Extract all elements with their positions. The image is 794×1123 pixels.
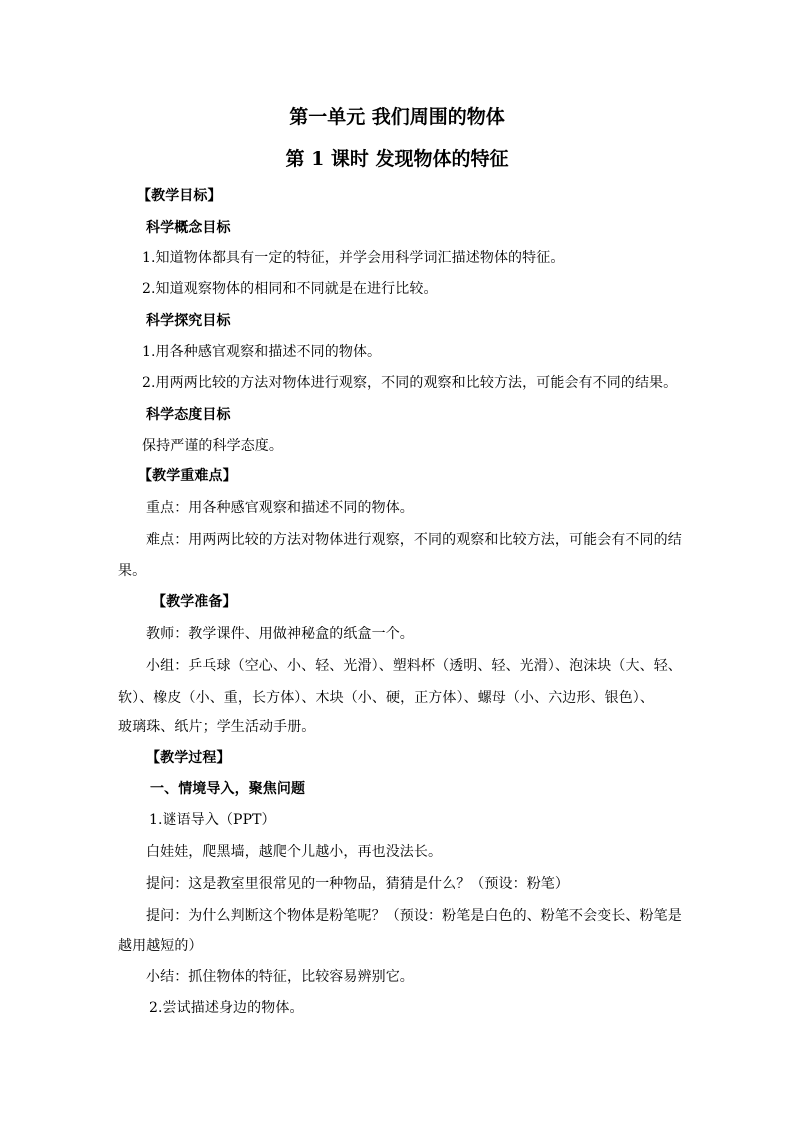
attitude-objectives-heading: 科学态度目标 — [146, 407, 231, 423]
process-step: 1.谜语导入（PPT） — [149, 812, 276, 828]
unit-title: 第一单元 我们周围的物体 — [289, 106, 505, 128]
group-preparation-line: 玻璃珠、纸片；学生活动手册。 — [118, 719, 316, 735]
concept-objectives-heading: 科学概念目标 — [146, 220, 231, 236]
objectives-heading: 【教学目标】 — [137, 188, 222, 204]
process-step: 2.尝试描述身边的物体。 — [149, 1000, 304, 1016]
key-point-text: 重点：用各种感官观察和描述不同的物体。 — [146, 500, 414, 516]
difficulty-text-line: 果。 — [118, 563, 147, 579]
process-part1-heading: 一、情境导入，聚焦问题 — [150, 781, 306, 797]
lesson-title: 第 1 课时 发现物体的特征 — [285, 148, 509, 170]
question-text-line: 提问：为什么判断这个物体是粉笔呢？（预设：粉笔是白色的、粉笔不会变长、粉笔是 — [146, 908, 682, 924]
riddle-text: 白娃娃，爬黑墙，越爬个儿越小，再也没法长。 — [146, 844, 443, 860]
difficulty-text-line: 难点：用两两比较的方法对物体进行观察，不同的观察和比较方法，可能会有不同的结 — [146, 532, 682, 548]
process-heading: 【教学过程】 — [146, 750, 231, 766]
group-preparation-line: 软）、橡皮（小、重，长方体）、木块（小、硬，正方体）、螺母（小、六边形、银色）、 — [118, 690, 654, 706]
concept-objective-item: 1.知道物体都具有一定的特征，并学会用科学词汇描述物体的特征。 — [142, 250, 565, 266]
question-text-line: 越用越短的） — [118, 938, 203, 954]
question-text: 提问：这是教室里很常见的一种物品，猜猜是什么？（预设：粉笔） — [146, 876, 569, 892]
inquiry-objective-item: 2.用两两比较的方法对物体进行观察，不同的观察和比较方法，可能会有不同的结果。 — [142, 375, 678, 391]
attitude-objective-text: 保持严谨的科学态度。 — [142, 438, 283, 454]
inquiry-objective-item: 1.用各种感官观察和描述不同的物体。 — [142, 344, 382, 360]
teacher-preparation: 教师：教学课件、用做神秘盒的纸盒一个。 — [146, 626, 414, 642]
summary-text: 小结：抓住物体的特征，比较容易辨别它。 — [146, 969, 414, 985]
inquiry-objectives-heading: 科学探究目标 — [146, 313, 231, 329]
preparation-heading: 【教学准备】 — [152, 594, 237, 610]
key-points-heading: 【教学重难点】 — [138, 468, 237, 484]
concept-objective-item: 2.知道观察物体的相同和不同就是在进行比较。 — [142, 281, 438, 297]
group-preparation-line: 小组：乒乓球（空心、小、轻、光滑）、塑料杯（透明、轻、光滑）、泡沫块（大、轻、 — [146, 658, 682, 674]
